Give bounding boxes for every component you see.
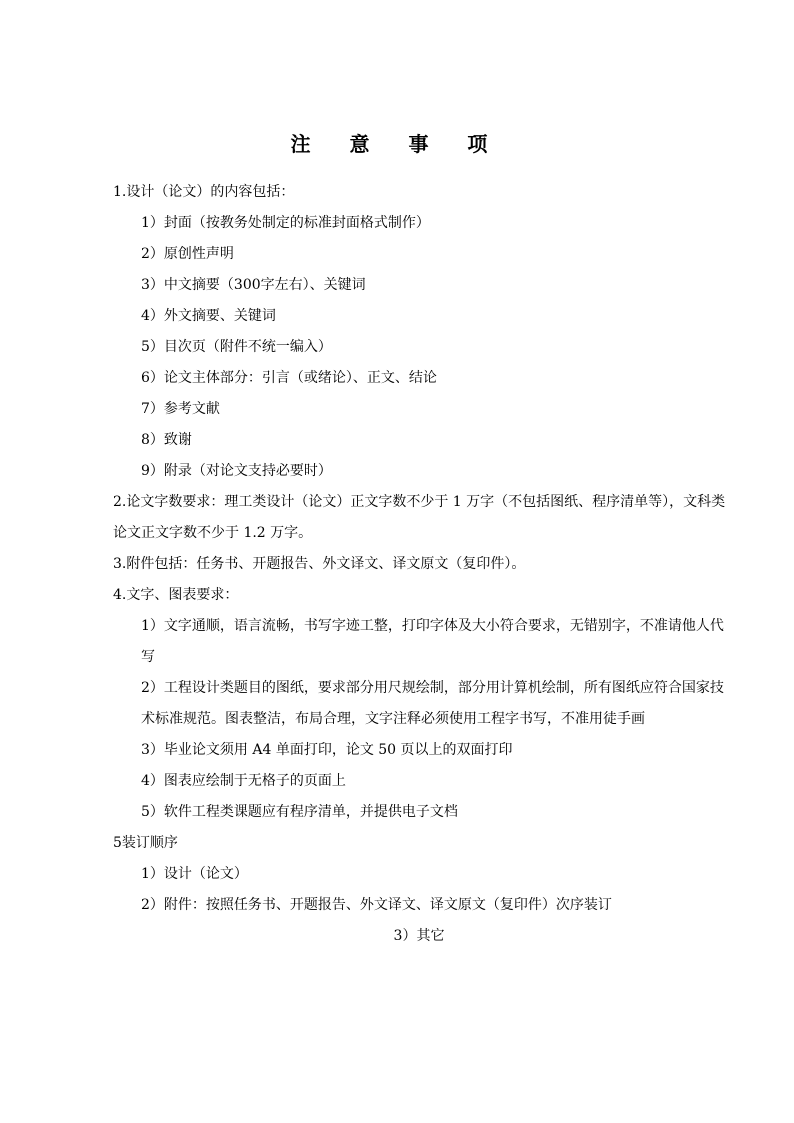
list-item: 1）封面（按教务处制定的标准封面格式制作） — [141, 215, 430, 231]
list-item: 2）附件：按照任务书、开题报告、外文译文、译文原文（复印件）次序装订 — [141, 897, 612, 913]
list-item: 4）外文摘要、关键词 — [141, 308, 276, 324]
list-item: 1）设计（论文） — [141, 866, 248, 882]
list-item: 4）图表应绘制于无格子的页面上 — [141, 773, 346, 789]
list-item: 8）致谢 — [141, 432, 192, 448]
list-item: 2）工程设计类题目的图纸，要求部分用尺规绘制，部分用计算机绘制，所有图纸应符合国家技 — [141, 680, 724, 696]
list-item: 6）论文主体部分：引言（或绪论）、正文、结论 — [141, 370, 437, 386]
section-heading-binding-order: 5装订顺序 — [113, 835, 178, 851]
notice-content — [113, 177, 725, 952]
list-item: 7）参考文献 — [141, 401, 220, 417]
list-item-continuation: 术标准规范。图表整洁，布局合理，文字注释必须使用工程字书写，不准用徒手画 — [141, 711, 645, 727]
list-item: 3）中文摘要（300字左右）、关键词 — [141, 277, 366, 293]
list-item: 5）目次页（附件不统一编入） — [141, 339, 332, 355]
list-item: 9）附录（对论文支持必要时） — [141, 463, 332, 479]
list-item: 3）毕业论文须用 A4 单面打印，论文 50 页以上的双面打印 — [141, 742, 513, 758]
section-heading-attachments: 3.附件包括：任务书、开题报告、外文译文、译文原文（复印件）。 — [113, 556, 526, 572]
section-heading-text-figures: 4.文字、图表要求： — [113, 587, 239, 603]
list-item: 1）文字通顺，语言流畅，书写字迹工整，打印字体及大小符合要求，无错别字，不准请他人代 — [141, 618, 724, 634]
list-item-continuation: 写 — [141, 649, 155, 665]
paragraph-continuation: 论文正文字数不少于 1.2 万字。 — [113, 525, 313, 541]
section-heading-contents: 1.设计（论文）的内容包括： — [113, 184, 295, 200]
list-item: 3）其它 — [393, 928, 445, 944]
list-item: 5）软件工程类课题应有程序清单，并提供电子文档 — [141, 804, 458, 820]
section-heading-word-count: 2.论文字数要求：理工类设计（论文）正文字数不少于 1 万字（不包括图纸、程序清单等），文科类 — [113, 494, 726, 510]
list-item: 2）原创性声明 — [141, 246, 234, 262]
page-title: 注 意 事 项 — [290, 132, 504, 156]
